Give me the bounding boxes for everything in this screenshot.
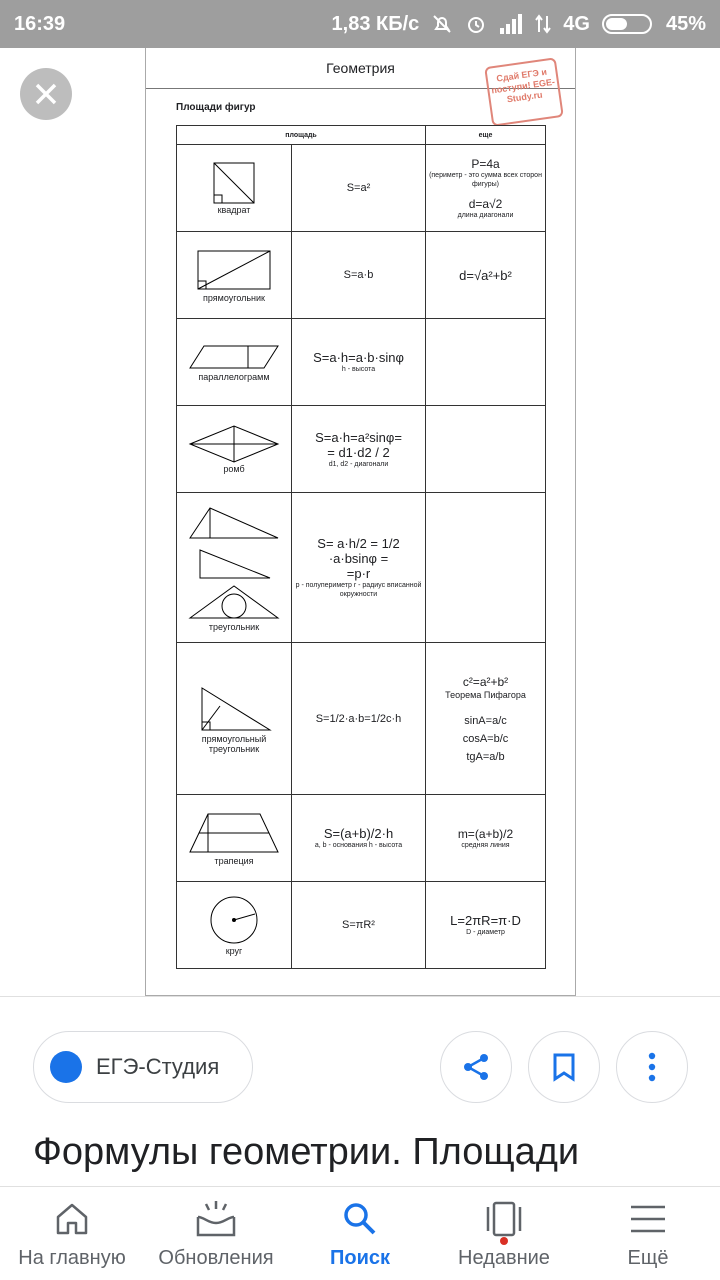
nav-recent-label: Недавние (458, 1247, 550, 1269)
close-button[interactable] (20, 68, 72, 120)
extra-formula-2: d=a√2 (468, 196, 503, 211)
midline-note: средняя линия (461, 841, 510, 849)
table-row (177, 493, 546, 643)
figure-name: прямоугольный треугольник (201, 733, 267, 754)
status-bar (0, 0, 720, 48)
source-name: ЕГЭ-Студия (96, 1054, 220, 1079)
formula-note: p - полупериметр r - радиус вписанной окружности (295, 582, 422, 598)
extra-note-2: длина диагонали (457, 211, 514, 219)
figure-name: круг (225, 946, 243, 956)
status-time: 16:39 (14, 12, 66, 35)
table-row (177, 882, 546, 969)
nav-more[interactable] (576, 1187, 720, 1280)
share-icon (460, 1051, 492, 1083)
image-viewer (0, 48, 720, 996)
empty-cell (426, 493, 546, 643)
square-figure (177, 161, 291, 215)
signal-icon (499, 14, 523, 34)
result-panel (0, 996, 720, 1186)
recent-icon (484, 1199, 524, 1239)
area-formula: S=a² (292, 145, 426, 232)
circumference-formula: L=2πR=π·D (450, 913, 521, 928)
more-options-button[interactable] (616, 1031, 688, 1103)
network-type: 4G (563, 12, 590, 35)
extra-formula: P=4a (471, 156, 500, 171)
bottom-navigation (0, 1186, 720, 1280)
network-speed: 1,83 КБ/с (331, 12, 420, 35)
trapezoid-figure (177, 810, 291, 866)
figure-name: прямоугольник (202, 293, 265, 303)
battery-percent: 45% (665, 12, 706, 35)
updates-icon (194, 1199, 238, 1239)
circle-figure (177, 894, 291, 956)
nav-updates[interactable] (144, 1187, 288, 1280)
triangle-figure (177, 504, 291, 632)
formula-note: h - высота (341, 366, 376, 373)
battery-icon (602, 13, 654, 35)
area-formula: S=(a+b)/2·h (323, 826, 394, 841)
stamp-logo: Сдай ЕГЭ и поступи! EGE-Study.ru (484, 57, 564, 126)
circumference-note: D - диаметр (466, 929, 505, 936)
table-row (177, 795, 546, 882)
formula-note: d1, d2 - диагонали (328, 460, 389, 468)
data-arrows-icon (535, 14, 551, 34)
area-formula: S=a·b (292, 232, 426, 319)
figure-name: ромб (223, 464, 245, 474)
nav-recent[interactable] (432, 1187, 576, 1280)
area-formula: S=1/2·a·b=1/2c·h (292, 643, 426, 795)
empty-cell (426, 406, 546, 493)
midline-formula: m=(a+b)/2 (457, 826, 514, 841)
pythagoras-note: Теорема Пифагора (445, 689, 526, 700)
figure-name: трапеция (214, 856, 254, 866)
right-triangle-figure (177, 684, 291, 754)
col-header-area: площадь (177, 126, 426, 145)
close-icon (34, 82, 58, 106)
menu-icon (629, 1204, 667, 1234)
table-row (177, 232, 546, 319)
table-row (177, 145, 546, 232)
bookmark-button[interactable] (528, 1031, 600, 1103)
result-title[interactable]: Формулы геометрии. Площади (33, 1131, 580, 1173)
pythagoras-formula: c²=a²+b² (462, 674, 509, 689)
figure-name: треугольник (208, 621, 260, 632)
empty-cell (426, 319, 546, 406)
source-chip[interactable] (33, 1031, 253, 1103)
notification-dot (500, 1237, 508, 1245)
table-row (177, 319, 546, 406)
more-vert-icon (648, 1052, 656, 1082)
table-row (177, 406, 546, 493)
col-header-more: еще (426, 126, 546, 145)
extra-formula: d=√a²+b² (426, 232, 546, 319)
table-row (177, 643, 546, 795)
figure-name: квадрат (217, 205, 251, 215)
nav-updates-label: Обновления (158, 1247, 274, 1269)
rhombus-figure (177, 424, 291, 474)
formula-sheet-image[interactable] (145, 48, 576, 996)
area-formula: S=a·h=a²sinφ= (315, 429, 402, 445)
area-formula-2: =p·r (346, 566, 371, 581)
area-formula: S=a·h=a·b·sinφ (313, 350, 404, 365)
nav-search[interactable] (288, 1187, 432, 1280)
sin-formula: sinA=a/c (464, 714, 507, 727)
extra-note: (периметр - это сумма всех сторон фигуры) (429, 171, 542, 188)
nav-more-label: Ещё (627, 1247, 669, 1269)
rectangle-figure (177, 247, 291, 303)
nav-search-label: Поиск (329, 1247, 391, 1269)
area-formula: S= a·h/2 = 1/2 ·a·bsinφ = (317, 536, 400, 566)
nav-home[interactable] (0, 1187, 144, 1280)
formulas-table (176, 125, 546, 969)
status-right (332, 13, 706, 36)
figure-name: параллелограмм (198, 372, 270, 382)
globe-icon (50, 1051, 82, 1083)
cos-formula: cosA=b/c (462, 732, 509, 745)
formula-note: a, b - основания h - высота (314, 842, 403, 849)
tg-formula: tgA=a/b (466, 750, 505, 763)
parallelogram-figure (177, 342, 291, 382)
sheet-subtitle: Площади фигур (176, 102, 256, 113)
sheet-title: Геометрия (326, 60, 395, 76)
share-button[interactable] (440, 1031, 512, 1103)
area-formula: S=πR² (292, 882, 426, 969)
area-formula-2: = d1·d2 / 2 (327, 444, 390, 460)
alarm-icon (465, 13, 487, 35)
search-icon (342, 1201, 378, 1237)
nav-home-label: На главную (18, 1247, 126, 1269)
mute-bell-icon (431, 13, 453, 35)
home-icon (54, 1201, 90, 1237)
bookmark-icon (552, 1052, 576, 1082)
